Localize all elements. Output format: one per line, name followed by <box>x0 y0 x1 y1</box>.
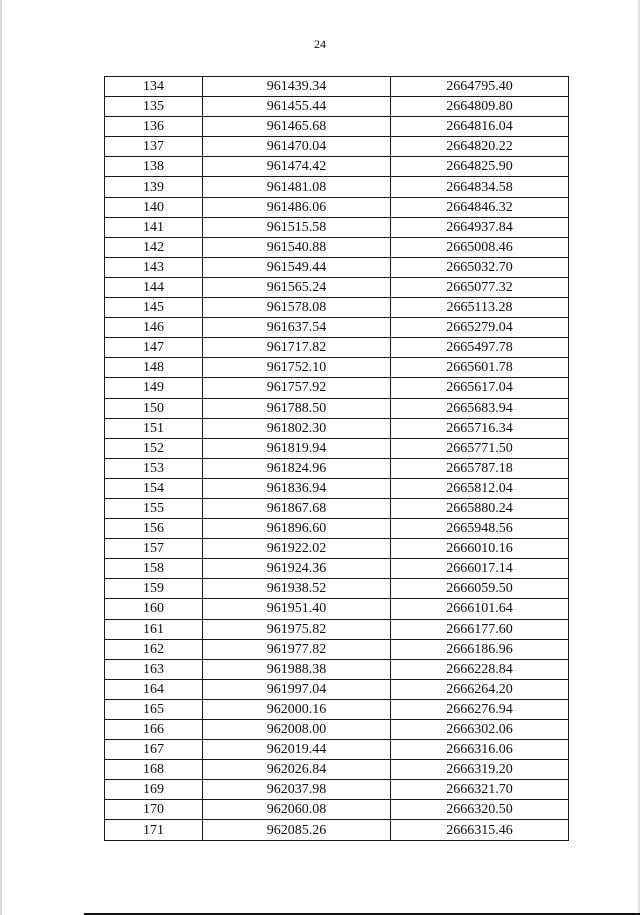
point-number-cell: 160 <box>105 599 203 619</box>
table-row <box>105 780 569 800</box>
table-row <box>105 117 569 137</box>
point-number-cell: 140 <box>105 197 203 217</box>
y-coordinate-cell: 2666264.20 <box>391 679 569 699</box>
point-number-cell: 154 <box>105 478 203 498</box>
table-row <box>105 478 569 498</box>
y-coordinate-cell: 2664816.04 <box>391 117 569 137</box>
point-number-cell: 168 <box>105 760 203 780</box>
x-coordinate-cell: 961975.82 <box>203 619 391 639</box>
x-coordinate-cell: 961455.44 <box>203 97 391 117</box>
point-number-cell: 164 <box>105 679 203 699</box>
point-number-cell: 145 <box>105 298 203 318</box>
point-number-cell: 136 <box>105 117 203 137</box>
y-coordinate-cell: 2666320.50 <box>391 800 569 820</box>
table-row <box>105 157 569 177</box>
y-coordinate-cell: 2664846.32 <box>391 197 569 217</box>
x-coordinate-cell: 962026.84 <box>203 760 391 780</box>
x-coordinate-cell: 961819.94 <box>203 438 391 458</box>
table-row <box>105 137 569 157</box>
coordinates-table <box>104 76 569 841</box>
x-coordinate-cell: 961951.40 <box>203 599 391 619</box>
x-coordinate-cell: 961752.10 <box>203 358 391 378</box>
x-coordinate-cell: 961997.04 <box>203 679 391 699</box>
point-number-cell: 139 <box>105 177 203 197</box>
point-number-cell: 163 <box>105 659 203 679</box>
point-number-cell: 148 <box>105 358 203 378</box>
table-row <box>105 197 569 217</box>
y-coordinate-cell: 2666228.84 <box>391 659 569 679</box>
x-coordinate-cell: 962060.08 <box>203 800 391 820</box>
y-coordinate-cell: 2664937.84 <box>391 217 569 237</box>
x-coordinate-cell: 961540.88 <box>203 237 391 257</box>
x-coordinate-cell: 961938.52 <box>203 579 391 599</box>
y-coordinate-cell: 2665601.78 <box>391 358 569 378</box>
y-coordinate-cell: 2665683.94 <box>391 398 569 418</box>
x-coordinate-cell: 961470.04 <box>203 137 391 157</box>
x-coordinate-cell: 961486.06 <box>203 197 391 217</box>
y-coordinate-cell: 2666315.46 <box>391 820 569 840</box>
y-coordinate-cell: 2666319.20 <box>391 760 569 780</box>
table-row <box>105 699 569 719</box>
x-coordinate-cell: 961474.42 <box>203 157 391 177</box>
y-coordinate-cell: 2666276.94 <box>391 699 569 719</box>
y-coordinate-cell: 2666017.14 <box>391 559 569 579</box>
table-row <box>105 498 569 518</box>
point-number-cell: 158 <box>105 559 203 579</box>
point-number-cell: 150 <box>105 398 203 418</box>
y-coordinate-cell: 2665113.28 <box>391 298 569 318</box>
y-coordinate-cell: 2665279.04 <box>391 318 569 338</box>
x-coordinate-cell: 961515.58 <box>203 217 391 237</box>
x-coordinate-cell: 962000.16 <box>203 699 391 719</box>
y-coordinate-cell: 2664795.40 <box>391 77 569 97</box>
point-number-cell: 141 <box>105 217 203 237</box>
y-coordinate-cell: 2665077.32 <box>391 277 569 297</box>
point-number-cell: 161 <box>105 619 203 639</box>
point-number-cell: 137 <box>105 137 203 157</box>
point-number-cell: 134 <box>105 77 203 97</box>
y-coordinate-cell: 2666059.50 <box>391 579 569 599</box>
table-row <box>105 257 569 277</box>
point-number-cell: 152 <box>105 438 203 458</box>
table-row <box>105 338 569 358</box>
table-row <box>105 559 569 579</box>
y-coordinate-cell: 2665716.34 <box>391 418 569 438</box>
point-number-cell: 147 <box>105 338 203 358</box>
y-coordinate-cell: 2666186.96 <box>391 639 569 659</box>
point-number-cell: 171 <box>105 820 203 840</box>
scan-edge-left <box>0 0 2 915</box>
y-coordinate-cell: 2664820.22 <box>391 137 569 157</box>
x-coordinate-cell: 961637.54 <box>203 318 391 338</box>
y-coordinate-cell: 2666321.70 <box>391 780 569 800</box>
x-coordinate-cell: 961922.02 <box>203 539 391 559</box>
table-row <box>105 760 569 780</box>
table-row <box>105 639 569 659</box>
x-coordinate-cell: 961896.60 <box>203 519 391 539</box>
table-row <box>105 659 569 679</box>
table-row <box>105 519 569 539</box>
x-coordinate-cell: 961924.36 <box>203 559 391 579</box>
table-row <box>105 398 569 418</box>
y-coordinate-cell: 2664834.58 <box>391 177 569 197</box>
point-number-cell: 167 <box>105 740 203 760</box>
y-coordinate-cell: 2665771.50 <box>391 438 569 458</box>
x-coordinate-cell: 961717.82 <box>203 338 391 358</box>
table-row <box>105 217 569 237</box>
y-coordinate-cell: 2666177.60 <box>391 619 569 639</box>
x-coordinate-cell: 961867.68 <box>203 498 391 518</box>
point-number-cell: 135 <box>105 97 203 117</box>
table-row <box>105 539 569 559</box>
table-row <box>105 800 569 820</box>
point-number-cell: 157 <box>105 539 203 559</box>
table-row <box>105 599 569 619</box>
x-coordinate-cell: 961565.24 <box>203 277 391 297</box>
point-number-cell: 143 <box>105 257 203 277</box>
table-row <box>105 418 569 438</box>
point-number-cell: 138 <box>105 157 203 177</box>
x-coordinate-cell: 961481.08 <box>203 177 391 197</box>
y-coordinate-cell: 2665617.04 <box>391 378 569 398</box>
table-row <box>105 740 569 760</box>
y-coordinate-cell: 2666010.16 <box>391 539 569 559</box>
y-coordinate-cell: 2664825.90 <box>391 157 569 177</box>
point-number-cell: 169 <box>105 780 203 800</box>
x-coordinate-cell: 961757.92 <box>203 378 391 398</box>
point-number-cell: 146 <box>105 318 203 338</box>
y-coordinate-cell: 2666302.06 <box>391 720 569 740</box>
table-row <box>105 579 569 599</box>
point-number-cell: 142 <box>105 237 203 257</box>
table-row <box>105 97 569 117</box>
table-row <box>105 237 569 257</box>
table-row <box>105 77 569 97</box>
point-number-cell: 156 <box>105 519 203 539</box>
y-coordinate-cell: 2664809.80 <box>391 97 569 117</box>
point-number-cell: 155 <box>105 498 203 518</box>
x-coordinate-cell: 962037.98 <box>203 780 391 800</box>
y-coordinate-cell: 2665812.04 <box>391 478 569 498</box>
table-row <box>105 298 569 318</box>
x-coordinate-cell: 962085.26 <box>203 820 391 840</box>
point-number-cell: 170 <box>105 800 203 820</box>
y-coordinate-cell: 2665880.24 <box>391 498 569 518</box>
table-row <box>105 820 569 840</box>
page-number: 24 <box>314 37 326 51</box>
table-row <box>105 177 569 197</box>
x-coordinate-cell: 961977.82 <box>203 639 391 659</box>
point-number-cell: 159 <box>105 579 203 599</box>
y-coordinate-cell: 2665032.70 <box>391 257 569 277</box>
y-coordinate-cell: 2665497.78 <box>391 338 569 358</box>
x-coordinate-cell: 962019.44 <box>203 740 391 760</box>
point-number-cell: 153 <box>105 458 203 478</box>
table-row <box>105 720 569 740</box>
table-row <box>105 679 569 699</box>
table-row <box>105 619 569 639</box>
table-row <box>105 277 569 297</box>
x-coordinate-cell: 962008.00 <box>203 720 391 740</box>
table-row <box>105 358 569 378</box>
point-number-cell: 149 <box>105 378 203 398</box>
x-coordinate-cell: 961988.38 <box>203 659 391 679</box>
x-coordinate-cell: 961465.68 <box>203 117 391 137</box>
x-coordinate-cell: 961788.50 <box>203 398 391 418</box>
coordinates-table-body <box>105 77 569 841</box>
point-number-cell: 151 <box>105 418 203 438</box>
x-coordinate-cell: 961439.34 <box>203 77 391 97</box>
point-number-cell: 162 <box>105 639 203 659</box>
x-coordinate-cell: 961836.94 <box>203 478 391 498</box>
x-coordinate-cell: 961824.96 <box>203 458 391 478</box>
y-coordinate-cell: 2666101.64 <box>391 599 569 619</box>
y-coordinate-cell: 2665008.46 <box>391 237 569 257</box>
table-row <box>105 458 569 478</box>
point-number-cell: 166 <box>105 720 203 740</box>
x-coordinate-cell: 961549.44 <box>203 257 391 277</box>
table-row <box>105 318 569 338</box>
y-coordinate-cell: 2666316.06 <box>391 740 569 760</box>
point-number-cell: 165 <box>105 699 203 719</box>
point-number-cell: 144 <box>105 277 203 297</box>
y-coordinate-cell: 2665787.18 <box>391 458 569 478</box>
table-row <box>105 378 569 398</box>
x-coordinate-cell: 961578.08 <box>203 298 391 318</box>
table-row <box>105 438 569 458</box>
y-coordinate-cell: 2665948.56 <box>391 519 569 539</box>
x-coordinate-cell: 961802.30 <box>203 418 391 438</box>
